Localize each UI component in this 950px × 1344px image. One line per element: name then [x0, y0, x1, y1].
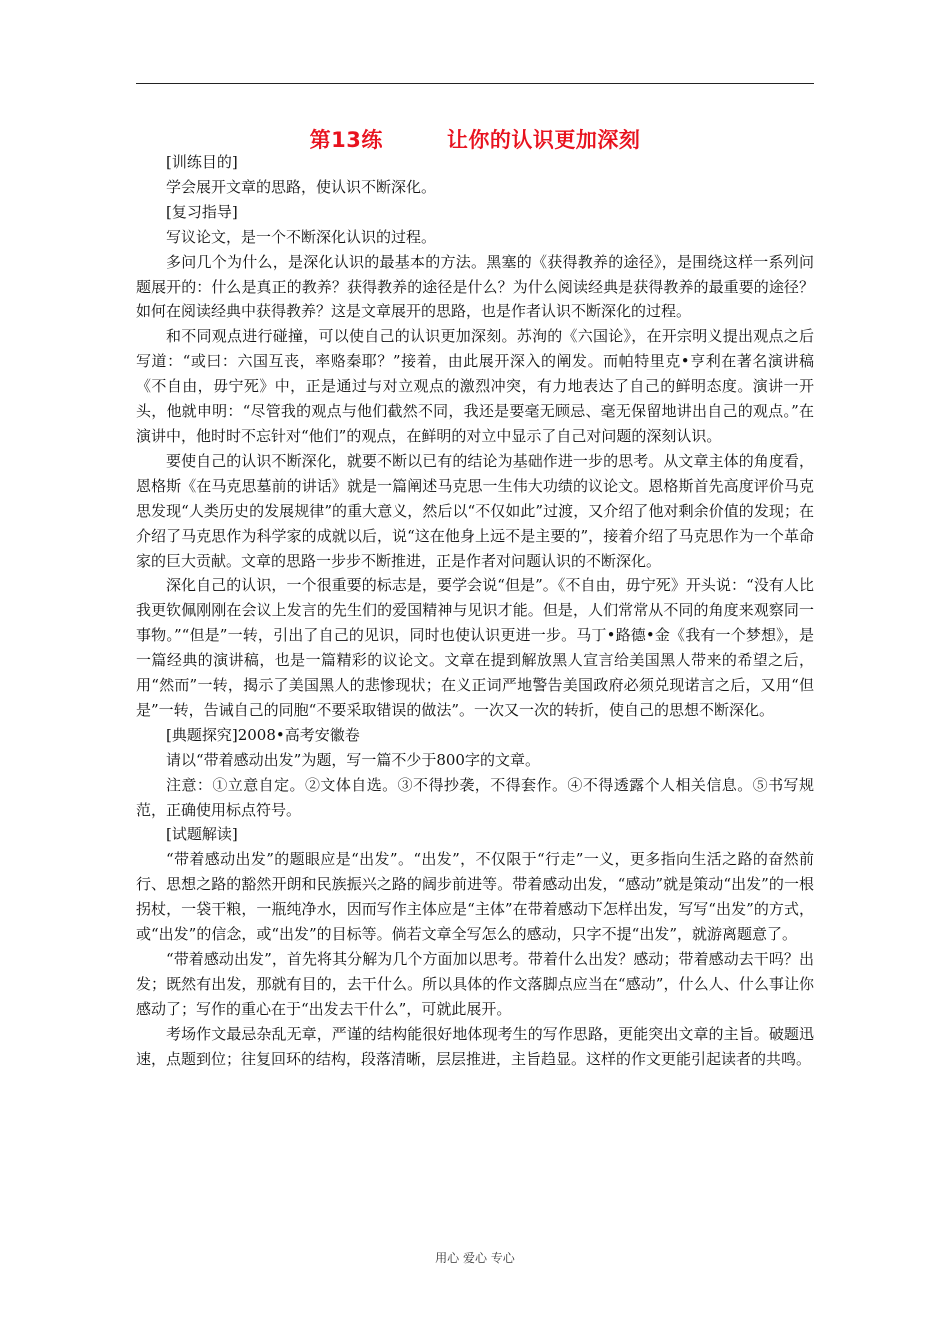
header-rule: [136, 83, 814, 84]
document-body: [136, 150, 814, 1072]
section-heading-typical-question: [典题探究]2008•高考安徽卷: [166, 725, 360, 744]
paragraph-question-prompt: 请以“带着感动出发”为题，写一篇不少于800字的文章。: [166, 750, 540, 769]
paragraph-ask-why: 多问几个为什么，是深化认识的最基本的方法。黑塞的《获得教养的途径》，是围绕这样一系列问题展开的：什么是真正的教养？获得教养的途径是什么？为什么阅读经典是获得教养的最重要的途径？如何在阅读经典中获得教养？这是文章展开的思路，也是作者认识不断深化的过程。: [136, 252, 814, 321]
section-heading-review-guide: [复习指导]: [166, 202, 238, 221]
paragraph-analysis-1: “带着感动出发”的题眼应是“出发”。“出发”，不仅限于“行走”一义，更多指向生活之路的奋然前行、思想之路的豁然开朗和民族振兴之路的阔步前进等。带着感动出发，“感动”就是策动“出发”的一根拐杖，一袋干粮，一瓶纯净水，因而写作主体应是“主体”在带着感动下怎样出发，写写“出发”的方式，或“出发”的信念，或“出发”的目标等。倘若文章全写怎么的感动，只字不提“出发”，就游离题意了。: [136, 850, 814, 944]
title-topic: 让你的认识更加深刻: [446, 128, 641, 152]
section-heading-question-analysis: [试题解读]: [166, 825, 238, 844]
paragraph-but: 深化自己的认识，一个很重要的标志是，要学会说“但是”。《不自由，毋宁死》开头说：“没有人比我更钦佩刚刚在会议上发言的先生们的爱国精神与见识才能。但是，人们常常从不同的角度来观察同一事物。”“但是”一转，引出了自己的见识，同时也使认识更进一步。马丁•路德•金《我有一个梦想》，是一篇经典的演讲稿，也是一篇精彩的议论文。文章在提到解放黑人宣言给美国黑人带来的希望之后，用“然而”一转，揭示了美国黑人的悲惨现状；在义正词严地警告美国政府必须兑现诺言之后，又用“但是”一转，告诫自己的同胞“不要采取错误的做法”。一次又一次的转折，使自己的思想不断深化。: [136, 576, 814, 719]
paragraph-collide-views: 和不同观点进行碰撞，可以使自己的认识更加深刻。苏洵的《六国论》，在开宗明义提出观点之后写道：“或曰：六国互丧，率赂秦耶？”接着，由此展开深入的阐发。而帕特里克•亨利在著名演讲稿《不自由，毋宁死》中，正是通过与对立观点的激烈冲突，有力地表达了自己的鲜明态度。演讲一开头，他就申明：“尽管我的观点与他们截然不同，我还是要毫无顾忌、毫无保留地讲出自己的观点。”在演讲中，他时时不忘针对“他们”的观点，在鲜明的对立中显示了自己对问题的深刻认识。: [136, 327, 814, 445]
paragraph-review-intro: 写议论文，是一个不断深化认识的过程。: [166, 227, 437, 246]
title-lesson-number: 第13练: [309, 128, 383, 152]
paragraph-question-notes: 注意：①立意自定。②文体自选。③不得抄袭，不得套作。④不得透露个人相关信息。⑤书写规范，正确使用标点符号。: [136, 775, 814, 819]
paragraph-training-goal: 学会展开文章的思路，使认识不断深化。: [166, 177, 437, 196]
section-heading-training-goal: [训练目的]: [166, 153, 238, 171]
page-footer: 用心 爱心 专心: [435, 1251, 515, 1265]
paragraph-analysis-3: 考场作文最忌杂乱无章，严谨的结构能很好地体现考生的写作思路，更能突出文章的主旨。破题迅速，点题到位；往复回环的结构，段落清晰，层层推进，主旨趋显。这样的作文更能引起读者的共鸣。: [136, 1024, 814, 1068]
paragraph-further-thinking: 要使自己的认识不断深化，就要不断以已有的结论为基础作进一步的思考。从文章主体的角度看，恩格斯《在马克思墓前的讲话》就是一篇阐述马克思一生伟大功绩的议论文。恩格斯首先高度评价马克思发现“人类历史的发展规律”的重大意义，然后以“不仅如此”过渡，又介绍了他对剩余价值的发现；在介绍了马克思作为科学家的成就以后，说“这在他身上远不是主要的”，接着介绍了马克思作为一个革命家的巨大贡献。文章的思路一步步不断推进，正是作者对问题认识的不断深化。: [136, 451, 814, 570]
paragraph-analysis-2: “带着感动出发”，首先将其分解为几个方面加以思考。带着什么出发？感动；带着感动去干吗？出发；既然有出发，那就有目的，去干什么。所以具体的作文落脚点应当在“感动”，什么人、什么事让你感动了；写作的重心在于“出发去干什么”，可就此展开。: [136, 950, 814, 1018]
